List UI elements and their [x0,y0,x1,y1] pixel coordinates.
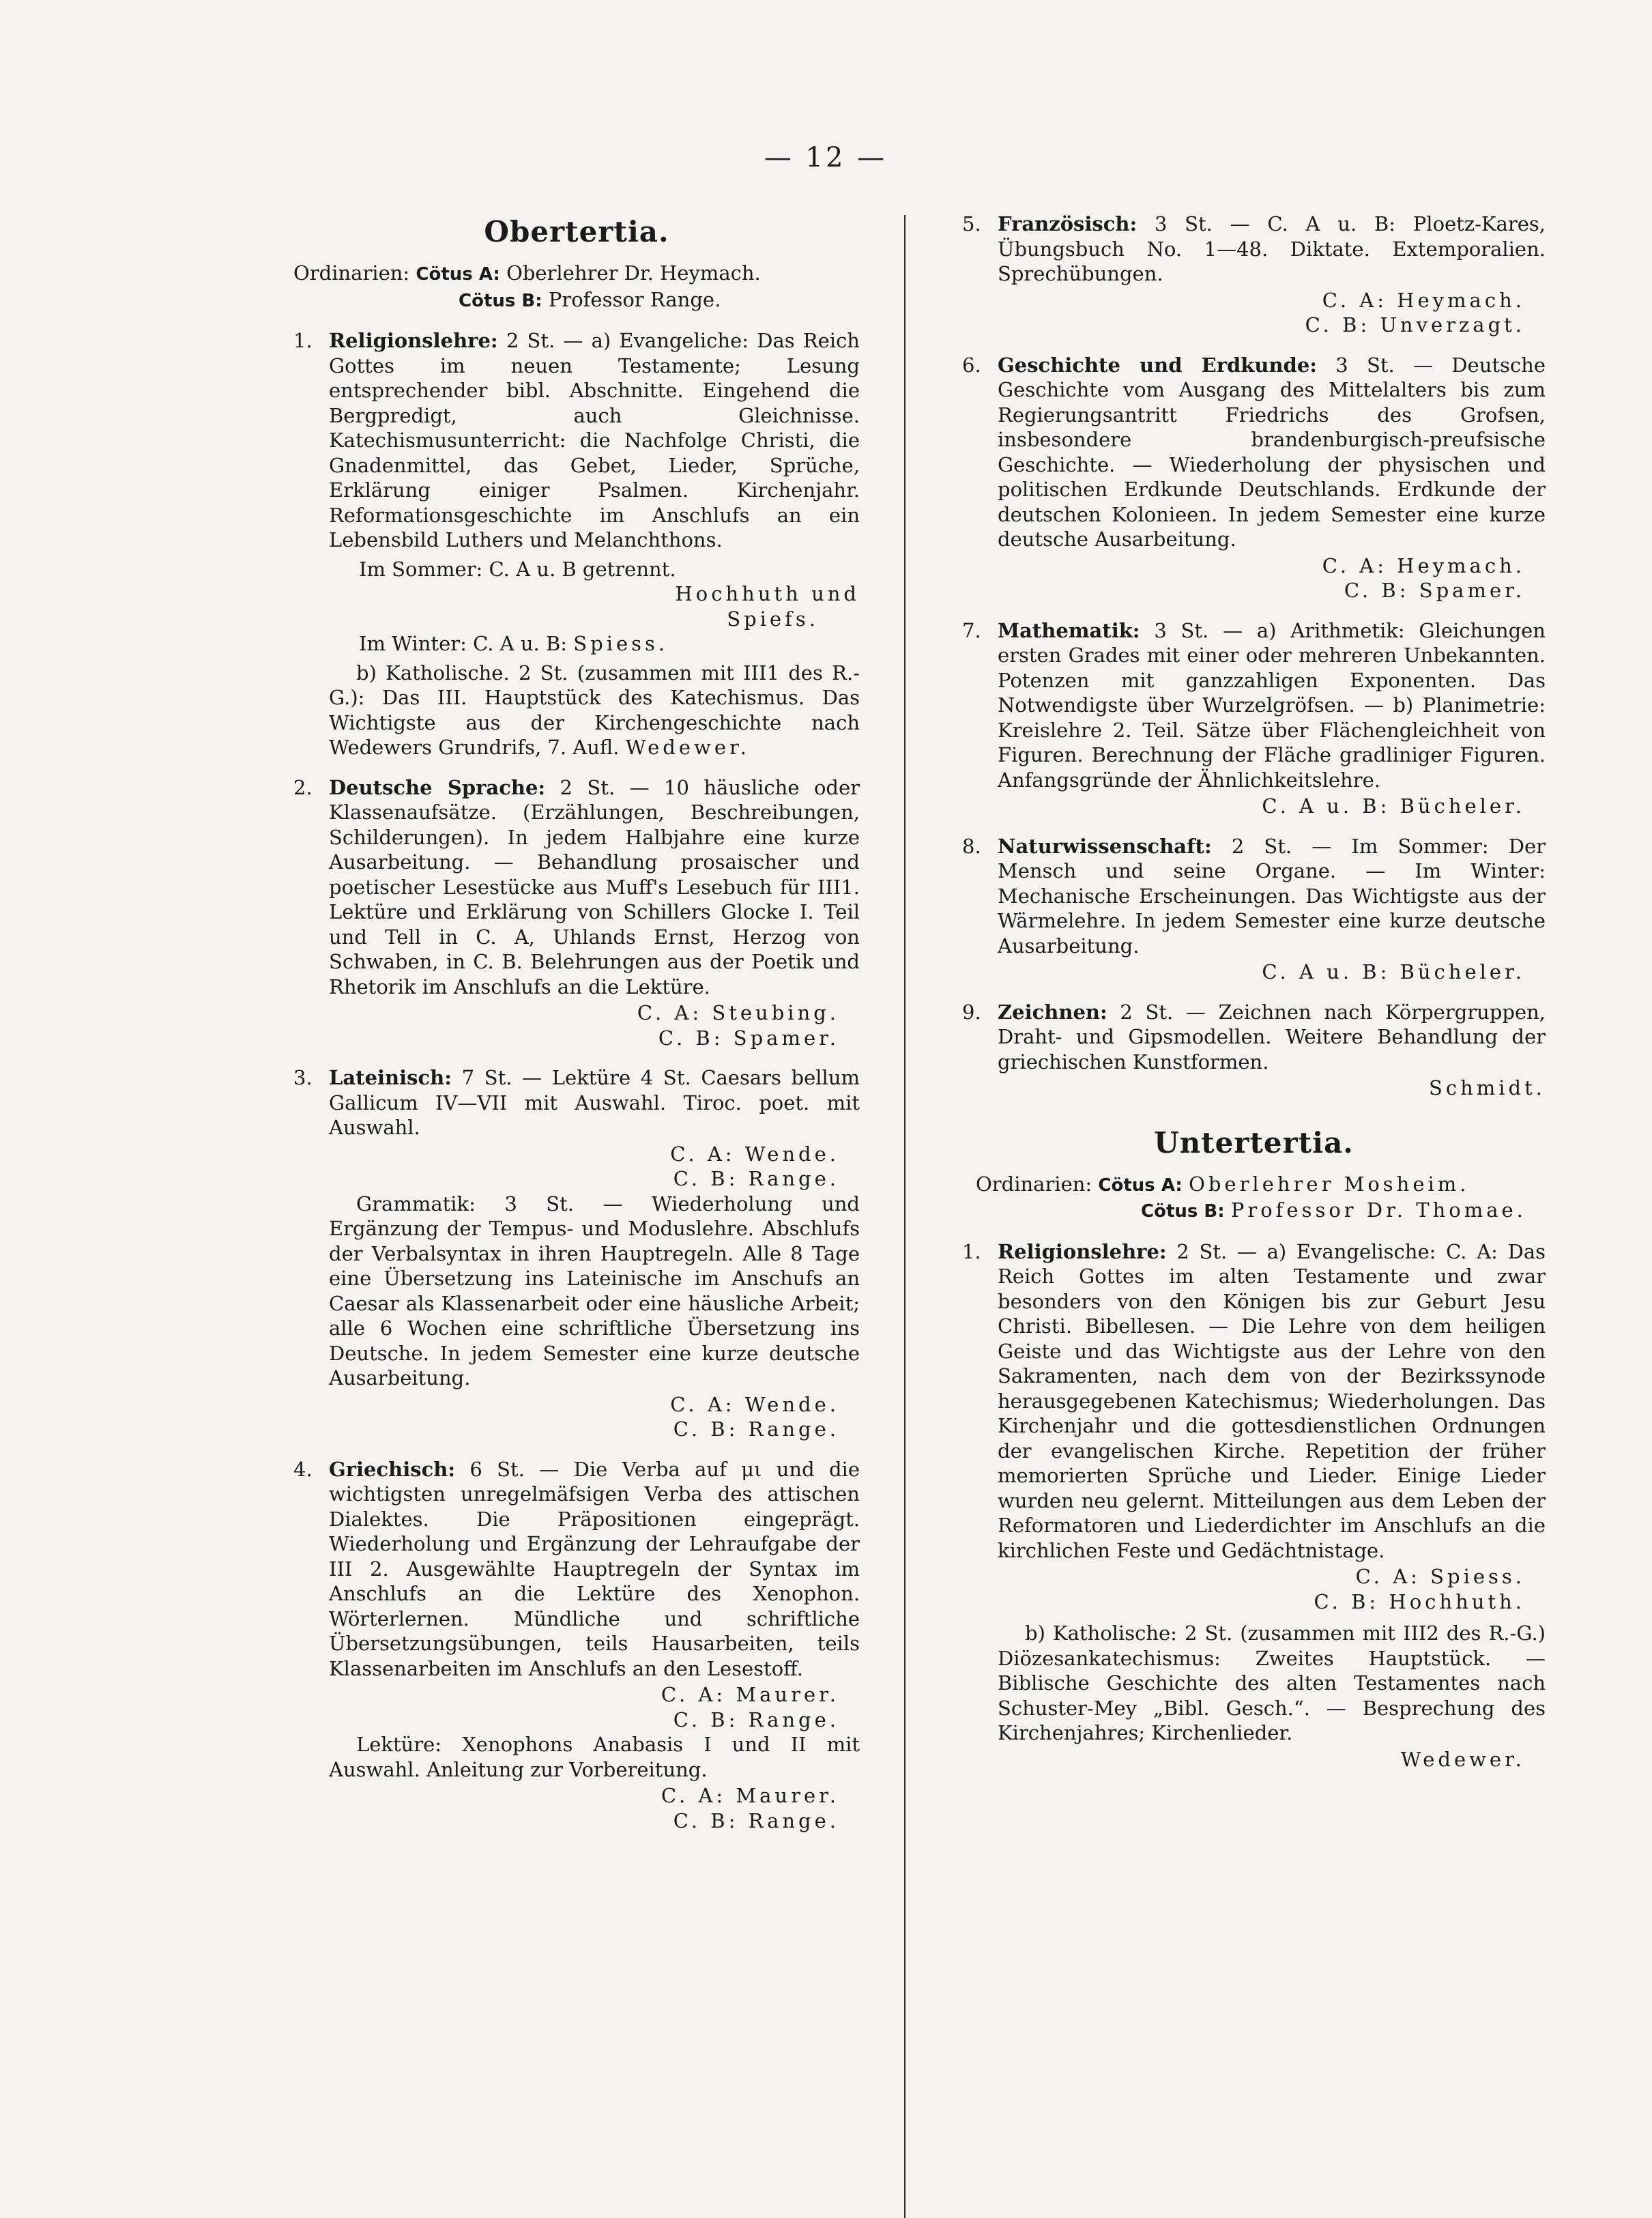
teacher-line: C. B: Spamer. [658,1026,839,1050]
subject-b-text: b) Katholische. 2 St. (zusammen mit III1 des R.-G.): Das III. Hauptstück des Katechismus. Das Wichtigste aus der Kirchengeschichte nach Wedewers Grundrifs, 7. Aufl. [329,661,860,759]
subject-number: 6. [962,353,981,377]
teacher-line: C. A: Steubing. [637,1001,839,1024]
subject-naturwissenschaft [962,834,1546,985]
teacher-line: C. B: Range. [673,1708,839,1731]
subject-number: 8. [962,834,981,858]
subject-name: Naturwissenschaft: [998,834,1212,858]
subject-lektuere-text: Lektüre: Xenophons Anabasis I und II mit Auswahl. Anleitung zur Vorbereitung. [329,1733,860,1781]
coetus-a-name: Oberlehrer Mosheim. [1189,1172,1470,1196]
subject-text: 2 St. — 10 häusliche oder Klassenaufsätze. (Erzählungen, Beschreibungen, Schilderungen). In jedem Halbjahre eine kurze Ausarbeitung. — Behandlung prosaischer und poetischer Lesestücke aus Muff's Lesebuch für III1. Lektüre und Erklärung von Schillers Glocke I. Teil und Tell in C. A, Uhlands Ernst, Herzog von Schwaben, in C. B. Belehrungen aus der Poetik und Rhetorik im Anschlufs an die Lektüre. [329,775,860,998]
subject-franzoesisch [962,212,1546,338]
ordinarien-label: Ordinarien: [293,261,410,285]
coetus-b-label: Cötus B: [1141,1201,1225,1222]
subject-grammar-text: Grammatik: 3 St. — Wiederholung und Ergänzung der Tempus- und Moduslehre. Abschlufs der Verbalsyntax in ihren Hauptregeln. Alle 8 Tage eine Übersetzung ins Lateinische im Anschufs an Caesar als Klassenarbeit oder eine häusliche Arbeit; alle 6 Wochen eine schriftliche Übersetzung ins Deutsche. In jedem Semester eine kurze deutsche Ausarbeitung. [329,1192,860,1389]
coetus-b-name: Professor Dr. Thomae. [1230,1198,1526,1222]
column-divider [904,215,905,2218]
subject-name: Religionslehre: [998,1239,1167,1263]
coetus-b-label: Cötus B: [459,290,542,311]
teacher-line: C. B: Spamer. [1344,579,1525,602]
teacher-line: C. A: Heymach. [1322,553,1525,577]
subject-number: 4. [293,1457,313,1481]
teacher-line: C. A: Wende. [670,1392,839,1416]
teacher-line: C. A: Wende. [670,1142,839,1166]
teacher-line: Hochhuth und [675,582,860,605]
subject-name: Zeichnen: [998,1000,1107,1024]
subject-religion [293,328,860,760]
teacher-line: Wedewer. [1400,1747,1525,1771]
teacher-line: C. B: Range. [673,1417,839,1441]
season-winter-label: Im Winter: [359,632,467,655]
subject-latein [293,1065,860,1442]
subject-name: Lateinisch: [329,1066,452,1089]
subject-name: Mathematik: [998,618,1140,642]
teacher-line: Spiefs. [727,607,819,631]
coetus-b-name: Professor Range. [548,287,721,311]
season-sommer-text: C. A u. B getrennt. [489,557,676,581]
subject-number: 7. [962,618,981,642]
teacher-name: Spiess. [573,632,669,655]
subject-number: 9. [962,1000,981,1024]
season-block [329,557,860,657]
coetus-a-label: Cötus A: [416,264,500,285]
season-sommer-label: Im Sommer: [359,557,483,581]
subject-name: Französisch: [998,212,1137,235]
teacher-line: C. A u. B: Bücheler. [1262,960,1525,983]
section-title-obertertia: Obertertia. [484,215,669,248]
subject-name: Religionslehre: [329,329,498,352]
subject-number: 1. [293,329,313,352]
subject-text: 2 St. — a) Evangeliche: Das Reich Gottes im neuen Testamente; Lesung entsprechender bibl. Abschnitte. Eingehend die Bergpredigt, auch Gleichnisse. Katechismusunterricht: die Nachfolge Christi, die Gnadenmittel, das Gebet, Lieder, Sprüche, Erklärung einiger Psalmen. Kirchenjahr. Reformationsgeschichte im Anschlufs an ein Lebensbild Luthers und Melanchthons. [329,329,860,551]
teacher-line: C. B: Range. [673,1809,839,1832]
ordinarien-label: Ordinarien: [976,1172,1092,1196]
subject-text: 2 St. — Im Sommer: Der Mensch und seine Organe. — Im Winter: Mechanische Erscheinungen. Das Wichtigste aus der Wärmelehre. In jedem Semester eine kurze deutsche Ausarbeitung. [998,834,1546,957]
subject-text: 7 St. — Lektüre 4 St. Caesars bellum Gallicum IV—VII mit Auswahl. Tiroc. poet. mit Auswahl. [329,1066,860,1139]
subject-number: 5. [962,212,981,235]
left-column [293,212,860,1848]
subject-name: Geschichte und Erdkunde: [998,353,1317,377]
teacher-line: C. A: Maurer. [661,1683,839,1706]
ordinarien-obertertia [293,261,860,313]
teacher-line: C. B: Range. [673,1167,839,1190]
teacher-line: C. A u. B: Bücheler. [1262,794,1525,818]
subject-text: 2 St. — a) Evangelische: C. A: Das Reich Gottes im alten Testamente und zwar besonders von den Königen bis zur Geburt Jesu Christi. Bibellesen. — Die Lehre von dem heiligen Geiste und das Wichtigste aus der Lehre von den Sakramenten, nach dem von der Bezirkssynode herausgegebenen Katechismus; Wiederholungen. Das Kirchenjahr und die gottesdienstlichen Ordnungen der evangelischen Kirche. Repetition der früher memorierten Sprüche und Lieder. Einige Lieder wurden neu gelernt. Mitteilungen aus dem Leben der Reformatoren und Liederdichter im Anschlufs an die kirchlichen Feste und Gedächtnistage. [998,1239,1546,1562]
season-winter-text: C. A u. B: [473,632,568,655]
teacher-line: Schmidt. [1429,1076,1546,1099]
subject-number: 2. [293,775,313,799]
subject-b-text: b) Katholische: 2 St. (zusammen mit III2 des R.-G.) Diözesankatechismus: Zweites Hauptstück. — Biblische Geschichte des alten Testamentes nach Schuster-Mey „Bibl. Gesch.“. — Besprechung des Kirchenjahres; Kirchenlieder. [998,1622,1546,1744]
subject-griechisch [293,1457,860,1834]
subject-mathematik [962,618,1546,819]
subject-deutsch [293,775,860,1051]
subject-text: 3 St. — Deutsche Geschichte vom Ausgang des Mittelalters bis zum Regierungsantritt Friedrichs des Grofsen, insbesondere brandenburgisch-preufsische Geschichte. — Wiederholung der physischen und politischen Erdkunde Deutschlands. Erdkunde der deutschen Kolonieen. In jedem Semester eine kurze deutsche Ausarbeitung. [998,353,1546,551]
teacher-name: Wedewer. [625,736,750,759]
ordinarien-untertertia [962,1172,1546,1224]
subject-religion-untertertia [962,1239,1546,1772]
subject-number: 3. [293,1066,313,1089]
teacher-line: C. A: Spiess. [1355,1565,1525,1588]
subject-text: 3 St. — C. A u. B: Ploetz-Kares, Übungsbuch No. 1—48. Diktate. Extemporalien. Sprechübungen. [998,212,1546,285]
right-column [962,212,1546,1787]
section-title-untertertia: Untertertia. [1154,1125,1354,1160]
teacher-line: C. A: Heymach. [1322,288,1525,312]
subject-number: 1. [962,1239,981,1263]
subject-name: Griechisch: [329,1457,456,1481]
subject-name: Deutsche Sprache: [329,775,546,799]
coetus-a-label: Cötus A: [1098,1175,1183,1196]
coetus-a-name: Oberlehrer Dr. Heymach. [506,261,761,285]
subject-geschichte [962,353,1546,603]
subject-text: 3 St. — a) Arithmetik: Gleichungen ersten Grades mit einer oder mehreren Unbekannten. Potenzen mit ganzzahligen Exponenten. Das Notwendigste über Wurzelgröfsen. — b) Planimetrie: Kreislehre 2. Teil. Sätze über Flächengleichheit von Figuren. Berechnung der Fläche gradliniger Figuren. Anfangsgründe der Ähnlichkeitslehre. [998,618,1546,792]
teacher-line: C. B: Unverzagt. [1305,313,1525,336]
subject-zeichnen [962,1000,1546,1101]
subject-text: 6 St. — Die Verba auf μι und die wichtigsten unregelmäfsigen Verba des attischen Dialektes. Die Präpositionen eingeprägt. Wiederholung und Ergänzung der Lehraufgabe der III 2. Ausgewählte Hauptregeln der Syntax im Anschlufs an die Lektüre des Xenophon. Wörterlernen. Mündliche und schriftliche Übersetzungsübungen, teils Hausarbeiten, teils Klassenarbeiten im Anschlufs an den Lesestoff. [329,1457,860,1680]
subject-text: 2 St. — Zeichnen nach Körpergruppen, Draht- und Gipsmodellen. Weitere Behandlung der griechischen Kunstformen. [998,1000,1546,1074]
teacher-line: C. A: Maurer. [661,1784,839,1807]
page-number: — 12 — [764,142,888,173]
teacher-line: C. B: Hochhuth. [1314,1589,1525,1613]
